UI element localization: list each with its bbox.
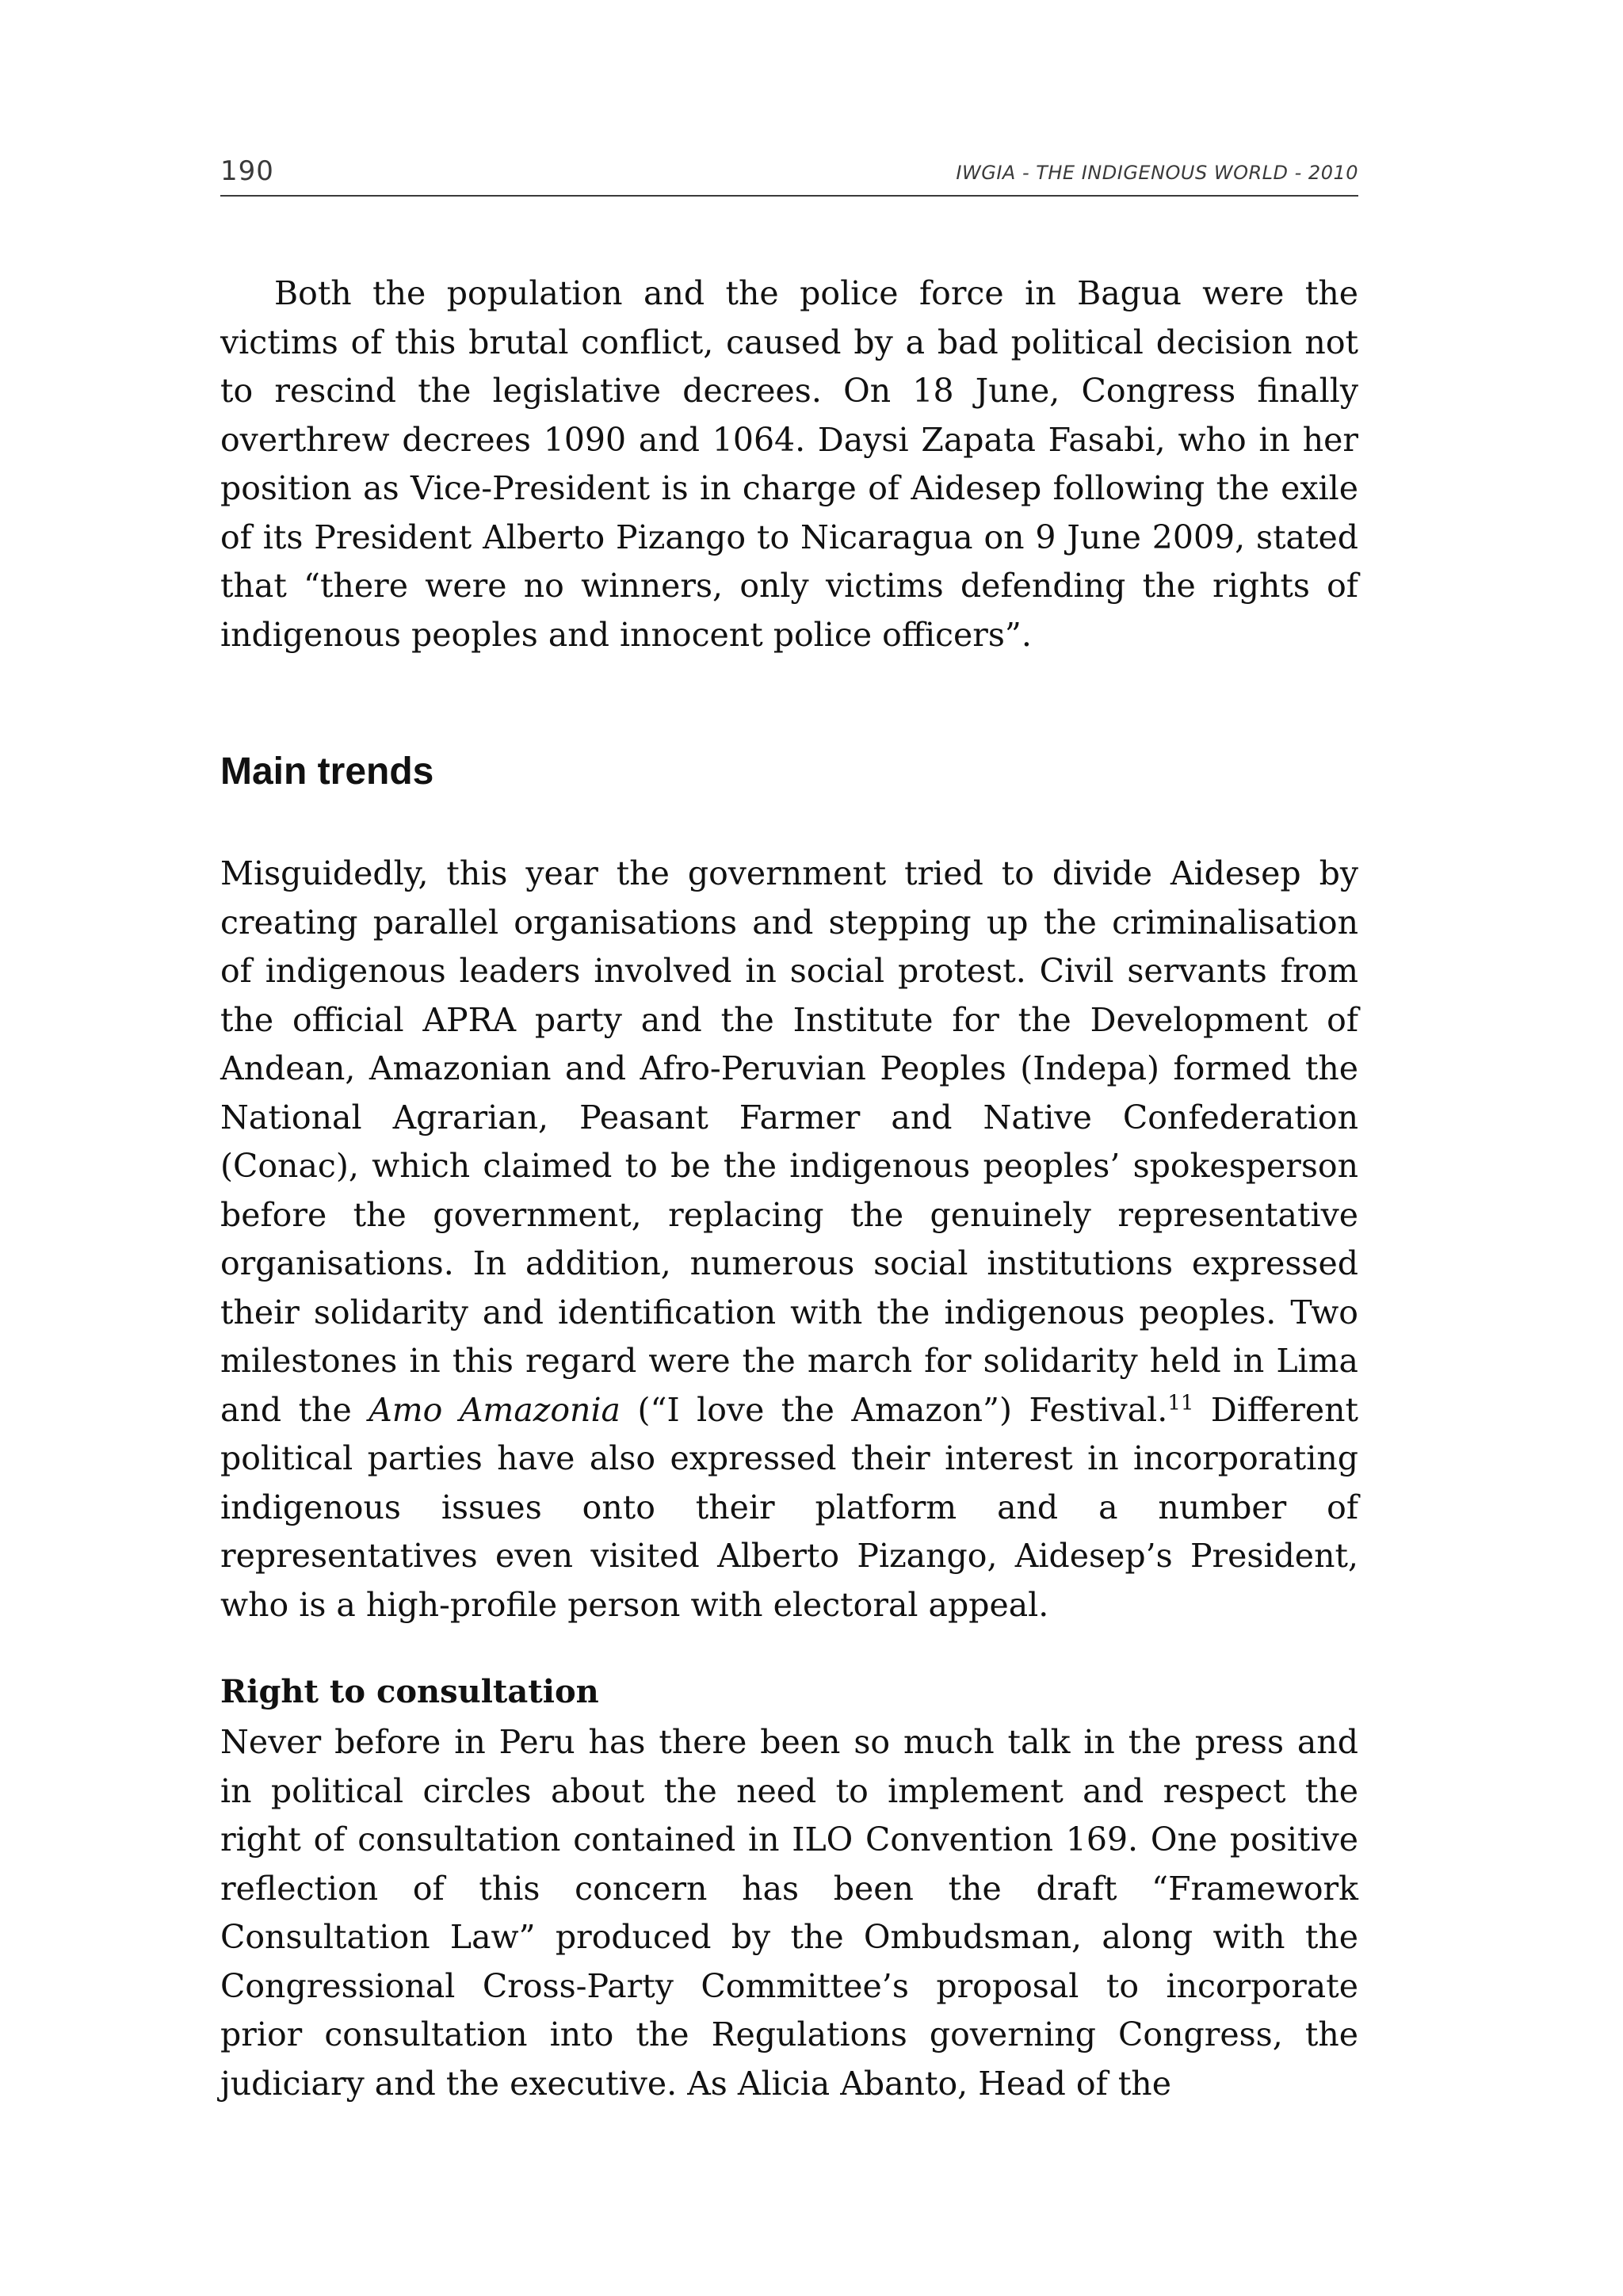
- festival-title: Amo Amazonia: [369, 1390, 621, 1429]
- page-number: 190: [220, 155, 274, 187]
- paragraph-right-to-consultation: Never before in Peru has there been so much talk in the press and in political circles about the need to implement and respect the right of consultation contained in ILO Convention 169. One positive reflection of this concern has been the draft “Framework Consultation Law” produced by the Ombudsman, along with the Congressional Cross-Party Committee’s proposal to incorporate prior consultation into the Regulations governing Congress, the judiciary and the executive. As Alicia Abanto, Head of the: [220, 1723, 1358, 2103]
- page-header: [220, 155, 1358, 197]
- paragraph-main-trends: [220, 850, 1358, 1629]
- paragraph-bagua-conflict: Both the population and the police force in Bagua were the victims of this brutal conflict, caused by a bad political decision not to rescind the legislative decrees. On 18 June, Congress finally overthrew decrees 1090 and 1064. Daysi Zapata Fasabi, who in her position as Vice-President is in charge of Aidesep following the exile of its President Alberto Pizango to Nicaragua on 9 June 2009, stated that “there were no winners, only victims defending the rights of indigenous peoples and innocent police officers”.: [220, 274, 1358, 654]
- main-trends-text-2: (“I love the Amazon”) Festival.: [621, 1390, 1168, 1429]
- section-heading-main-trends: Main trends: [220, 751, 434, 793]
- running-head: IWGIA - THE INDIGENOUS WORLD - 2010: [956, 162, 1358, 184]
- main-trends-text-3: Different political parties have also expressed their interest in incorporating indigenous issues onto their platform and a number of representatives even visited Alberto Pizango, Aidesep’s President, who is a high-profile person with electoral appeal.: [220, 1390, 1358, 1624]
- footnote-reference[interactable]: 11: [1167, 1390, 1194, 1415]
- subheading-right-to-consultation: Right to consultation: [220, 1673, 599, 1710]
- main-trends-text-1: Misguidedly, this year the government tried to divide Aidesep by creating parallel organisations and stepping up the criminalisation of indigenous leaders involved in social protest. Civil servants from the official APRA party and the Institute for the Development of Andean, Amazonian and Afro-Peruvian Peoples (Indepa) formed the National Agrarian, Peasant Farmer and Native Confederation (Conac), which claimed to be the indigenous peoples’ spokesperson before the government, replacing the genuinely representative organisations. In addition, numerous social institutions expressed their solidarity and identification with the indigenous peoples. Two milestones in this regard were the march for solidarity held in Lima and the: [220, 854, 1358, 1429]
